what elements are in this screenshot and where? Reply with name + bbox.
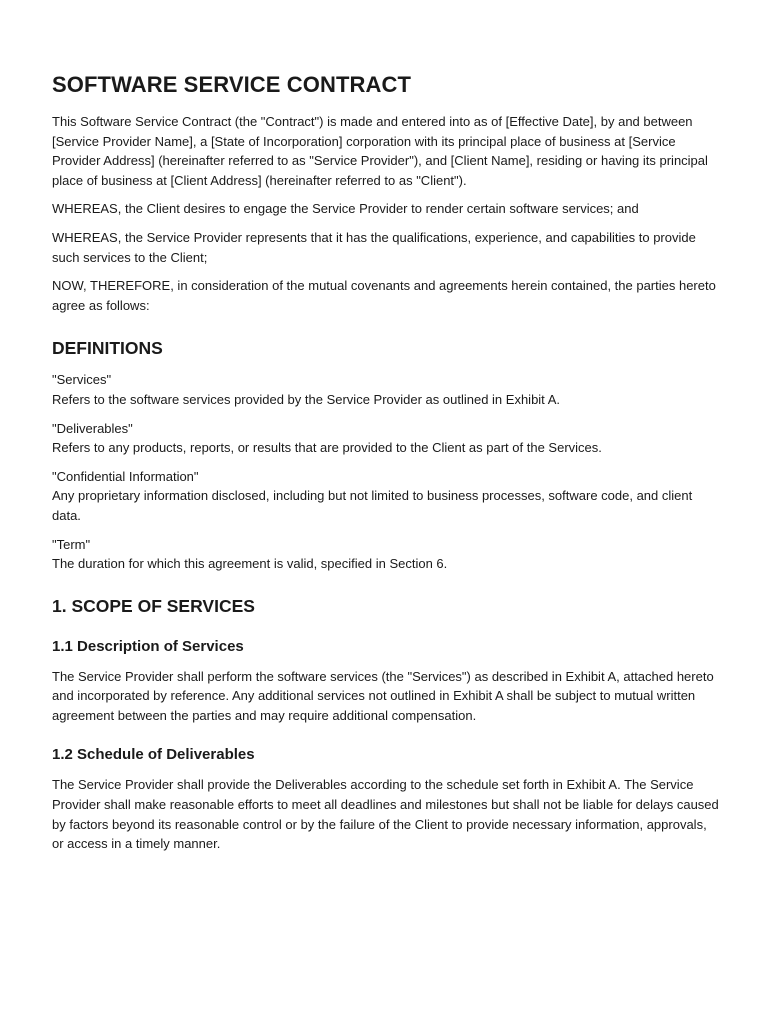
- subsection-heading: 1.1 Description of Services: [52, 637, 244, 655]
- intro-paragraph: This Software Service Contract (the "Contract") is made and entered into as of [Effective Date], by and between [Service Provider Name], a [State of Incorporation] corporation with its principal place of business at [Service Provider Address] (hereinafter referred to as "Service Provider"), and [Client Name], residing or having its principal place of business at [Client Address] (hereinafter referred to as "Client").: [52, 114, 708, 188]
- subsection-text: The Service Provider shall provide the Deliverables according to the schedule set forth in Exhibit A. The Service Provider shall make reasonable efforts to meet all deadlines and milestones but shall not be liable for delays caused by factors beyond its reasonable control or by the failure of the Client to provide necessary information, approvals, or access in a timely manner.: [52, 777, 719, 852]
- definition-description: The duration for which this agreement is valid, specified in Section 6.: [52, 556, 448, 572]
- document-page: [52, 70, 720, 873]
- subsection-description-of-services: [52, 636, 720, 726]
- definitions-heading: DEFINITIONS: [52, 338, 163, 359]
- intro-section: [52, 112, 720, 315]
- definition-description: Refers to the software services provided by the Service Provider as outlined in Exhibit A.: [52, 391, 560, 407]
- subsection-text: The Service Provider shall perform the software services (the "Services") as described in Exhibit A, attached hereto and incorporated by reference. Any additional services not outlined in Exhibit A shall be subject to mutual written agreement between the parties and may require additional compensation.: [52, 668, 714, 723]
- definitions-list: [52, 370, 720, 573]
- subsection-heading: 1.2 Schedule of Deliverables: [52, 746, 255, 764]
- definition-term: "Term": [52, 536, 91, 552]
- whereas-paragraph: WHEREAS, the Client desires to engage the Service Provider to render certain software services; and: [52, 201, 639, 217]
- definition-description: Any proprietary information disclosed, including but not limited to business processes, software code, and client data.: [52, 488, 693, 523]
- definition-item: [52, 370, 720, 409]
- definition-item: [52, 535, 720, 574]
- definition-term: "Services": [52, 372, 112, 388]
- definition-description: Refers to any products, reports, or results that are provided to the Client as part of the Services.: [52, 440, 602, 456]
- document-title: SOFTWARE SERVICE CONTRACT: [52, 72, 412, 97]
- subsection-schedule-of-deliverables: [52, 744, 720, 853]
- now-therefore-paragraph: NOW, THEREFORE, in consideration of the mutual covenants and agreements herein contained, the parties hereto agree as follows:: [52, 278, 716, 313]
- definition-term: "Confidential Information": [52, 468, 199, 484]
- definition-term: "Deliverables": [52, 420, 133, 436]
- definition-item: [52, 467, 720, 526]
- definition-item: [52, 419, 720, 458]
- section-heading-scope: 1. SCOPE OF SERVICES: [52, 595, 255, 616]
- whereas-paragraph: WHEREAS, the Service Provider represents that it has the qualifications, experience, and capabilities to provide such services to the Client;: [52, 229, 696, 265]
